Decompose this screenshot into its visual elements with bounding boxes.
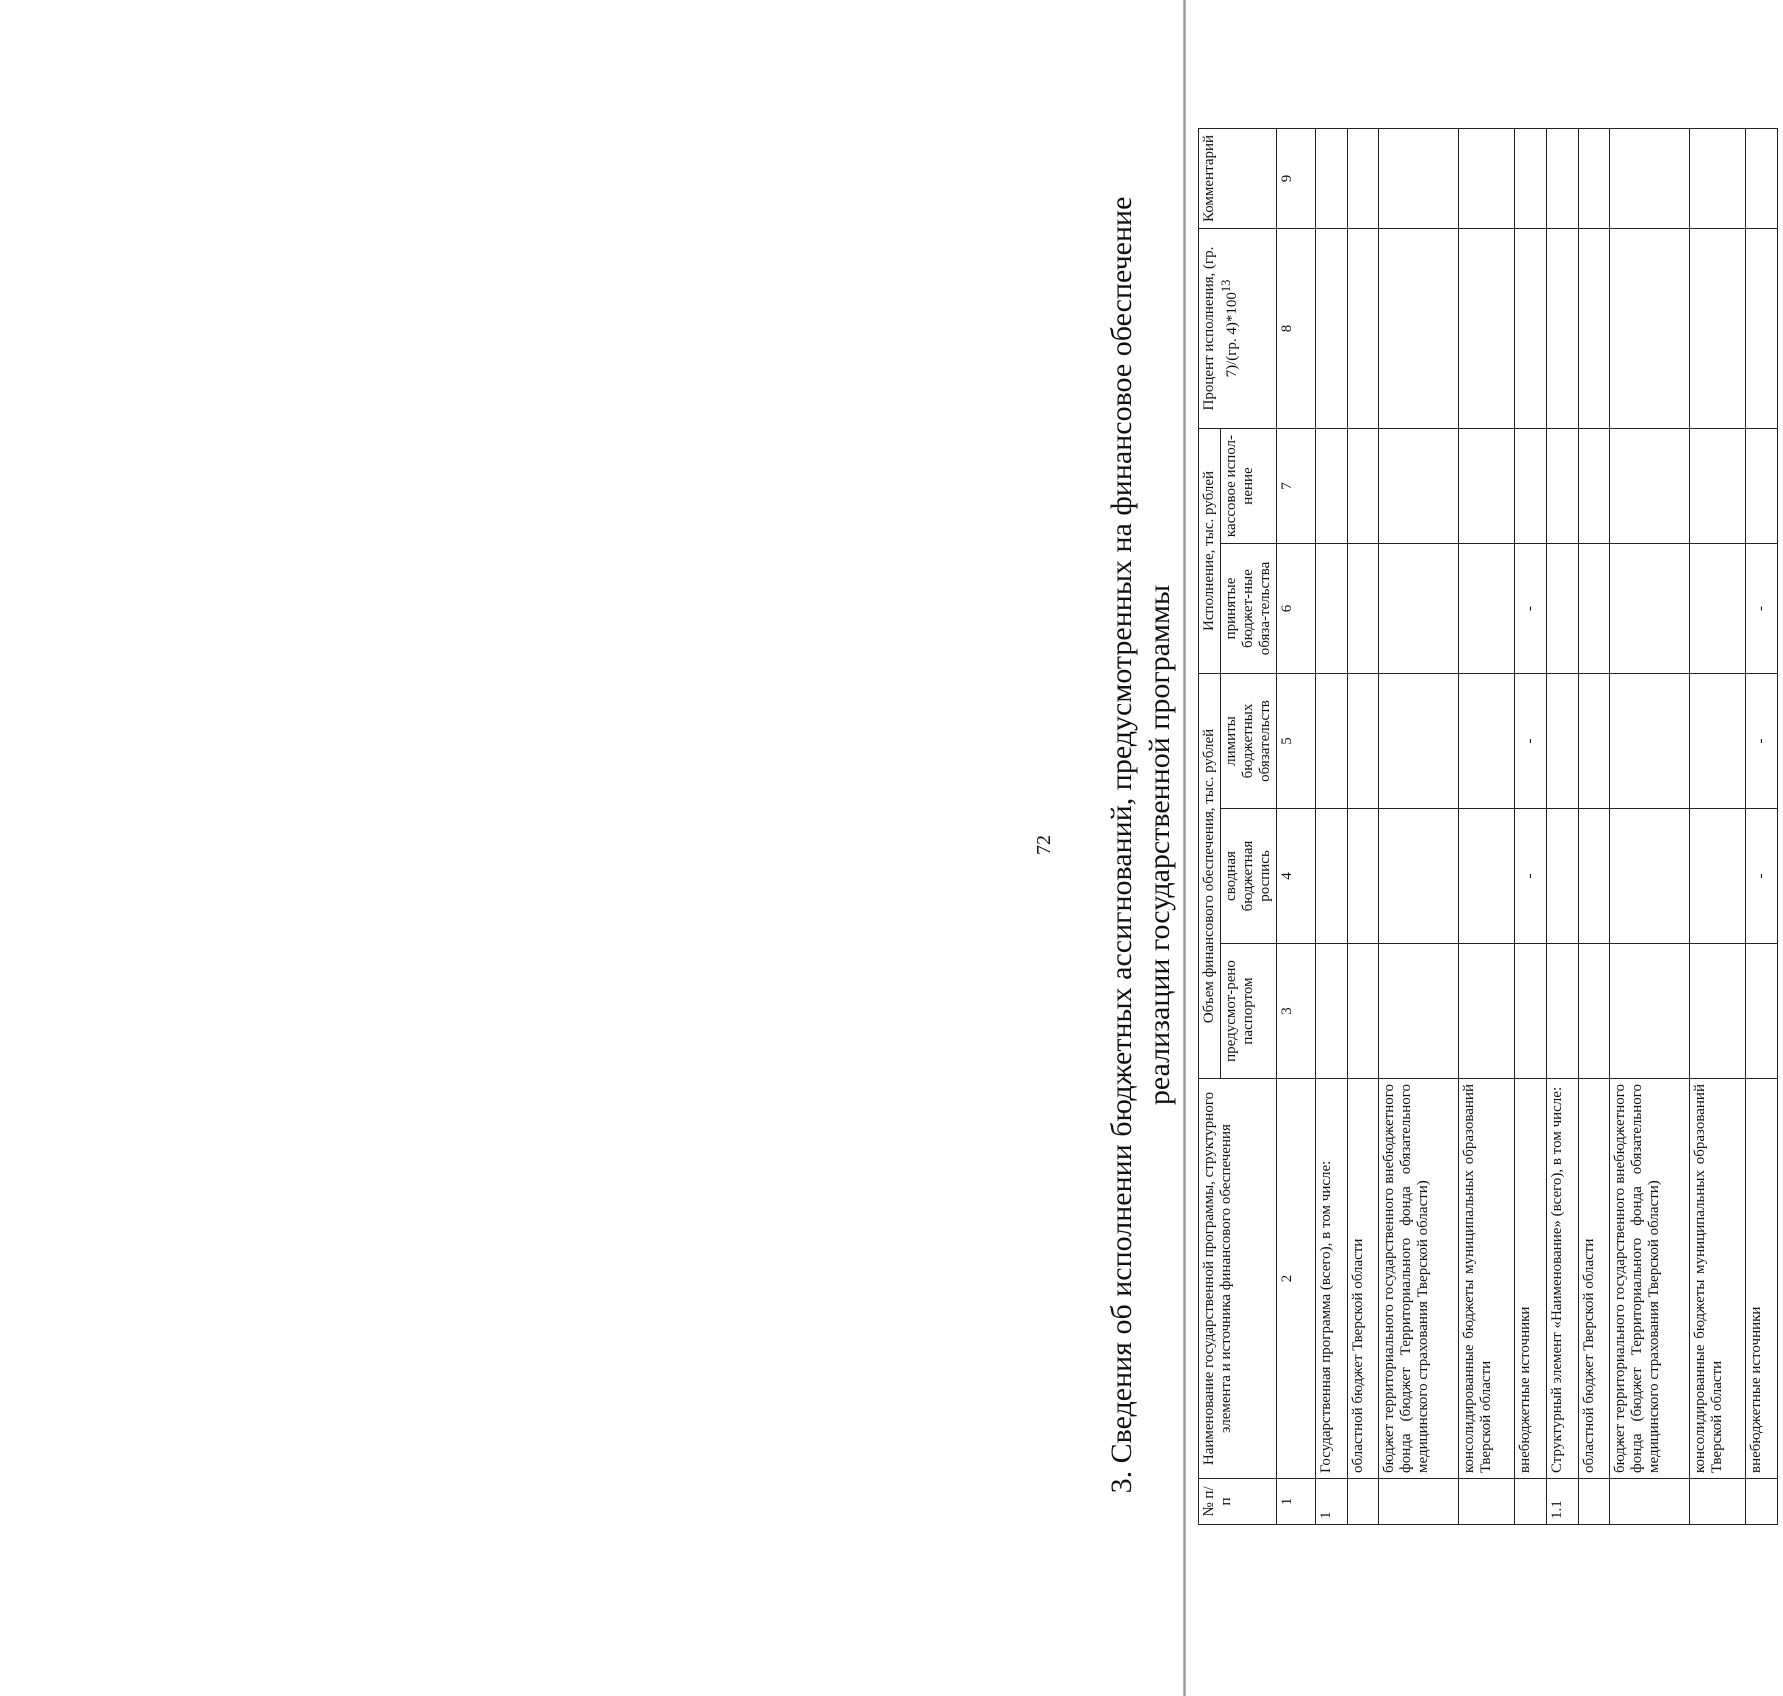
planned-passport-cell bbox=[1379, 944, 1459, 1079]
limits-cell bbox=[1379, 674, 1459, 809]
planned-passport-cell bbox=[1316, 944, 1348, 1079]
table-row bbox=[1746, 129, 1778, 1525]
row-number-cell: 1 bbox=[1316, 1479, 1348, 1525]
column-number-cell: 9 bbox=[1277, 129, 1316, 229]
limits-cell bbox=[1546, 674, 1578, 809]
table-body bbox=[1277, 129, 1778, 1525]
limits-cell bbox=[1459, 674, 1515, 809]
row-number-cell: 1.1 bbox=[1546, 1479, 1578, 1525]
accepted-obligations-cell bbox=[1459, 544, 1515, 674]
column-number-cell: 4 bbox=[1277, 809, 1316, 944]
accepted-obligations-cell: - bbox=[1746, 544, 1778, 674]
limits-cell bbox=[1316, 674, 1348, 809]
column-number-cell: 2 bbox=[1277, 1079, 1316, 1479]
column-number-cell: 3 bbox=[1277, 944, 1316, 1079]
limits-cell bbox=[1578, 674, 1610, 809]
column-number-cell: 1 bbox=[1277, 1479, 1316, 1525]
planned-passport-cell bbox=[1746, 944, 1778, 1079]
table-row bbox=[1610, 129, 1690, 1525]
percent-cell bbox=[1690, 229, 1746, 429]
header-num: № п/п bbox=[1199, 1479, 1277, 1525]
row-name-cell: Структурный элемент «Наименование» (всего), в том числе: bbox=[1546, 1079, 1578, 1479]
table-row bbox=[1316, 129, 1348, 1525]
accepted-obligations-cell: - bbox=[1515, 544, 1547, 674]
row-name-cell: бюджет территориального государственного внебюджетного фонда (бюджет Территориального фонда обязательного медицинского страхования Тверской области) bbox=[1379, 1079, 1459, 1479]
percent-cell bbox=[1515, 229, 1547, 429]
cash-execution-cell bbox=[1690, 429, 1746, 544]
limits-cell bbox=[1690, 674, 1746, 809]
row-name-cell: консолидированные бюджеты муниципальных образований Тверской области bbox=[1459, 1079, 1515, 1479]
page-number: 72 bbox=[1033, 835, 1055, 855]
comment-cell bbox=[1690, 129, 1746, 229]
accepted-obligations-cell bbox=[1610, 544, 1690, 674]
limits-cell: - bbox=[1746, 674, 1778, 809]
comment-cell bbox=[1746, 129, 1778, 229]
header-planned-passport: предусмот-рено паспортом bbox=[1221, 944, 1277, 1079]
cash-execution-cell bbox=[1515, 429, 1547, 544]
accepted-obligations-cell bbox=[1379, 544, 1459, 674]
row-name-cell: консолидированные бюджеты муниципальных образований Тверской области bbox=[1690, 1079, 1746, 1479]
cash-execution-cell bbox=[1459, 429, 1515, 544]
budget-list-cell bbox=[1316, 809, 1348, 944]
cash-execution-cell bbox=[1546, 429, 1578, 544]
table-row bbox=[1546, 129, 1578, 1525]
cash-execution-cell bbox=[1578, 429, 1610, 544]
header-limits: лимиты бюджетных обязательств bbox=[1221, 674, 1277, 809]
percent-cell bbox=[1746, 229, 1778, 429]
row-number-cell bbox=[1459, 1479, 1515, 1525]
accepted-obligations-cell bbox=[1690, 544, 1746, 674]
table-row bbox=[1578, 129, 1610, 1525]
planned-passport-cell bbox=[1515, 944, 1547, 1079]
budget-list-cell: - bbox=[1515, 809, 1547, 944]
header-volume-group: Объем финансового обеспечения, тыс. рублей bbox=[1199, 674, 1221, 1079]
limits-cell bbox=[1610, 674, 1690, 809]
header-row-top bbox=[1199, 129, 1221, 1525]
financial-execution-table bbox=[1198, 128, 1778, 1525]
header-comment: Комментарий bbox=[1199, 129, 1277, 229]
row-number-cell bbox=[1746, 1479, 1778, 1525]
planned-passport-cell bbox=[1347, 944, 1379, 1079]
budget-list-cell bbox=[1690, 809, 1746, 944]
header-execution-group: Исполнение, тыс. рублей bbox=[1199, 429, 1221, 674]
accepted-obligations-cell bbox=[1347, 544, 1379, 674]
comment-cell bbox=[1316, 129, 1348, 229]
row-name-cell: областной бюджет Тверской области bbox=[1578, 1079, 1610, 1479]
table-row bbox=[1347, 129, 1379, 1525]
comment-cell bbox=[1515, 129, 1547, 229]
header-accepted: принятые бюджет-ные обяза-тельства bbox=[1221, 544, 1277, 674]
row-name-cell: бюджет территориального государственного внебюджетного фонда (бюджет Территориального фонда обязательного медицинского страхования Тверской области) bbox=[1610, 1079, 1690, 1479]
percent-cell bbox=[1347, 229, 1379, 429]
percent-cell bbox=[1459, 229, 1515, 429]
table-row bbox=[1379, 129, 1459, 1525]
planned-passport-cell bbox=[1459, 944, 1515, 1079]
percent-cell bbox=[1379, 229, 1459, 429]
percent-cell bbox=[1316, 229, 1348, 429]
budget-list-cell bbox=[1578, 809, 1610, 944]
row-name-cell: внебюджетные источники bbox=[1515, 1079, 1547, 1479]
limits-cell: - bbox=[1515, 674, 1547, 809]
cash-execution-cell bbox=[1316, 429, 1348, 544]
comment-cell bbox=[1459, 129, 1515, 229]
header-cash: кассовое испол-нение bbox=[1221, 429, 1277, 544]
row-name-cell: внебюджетные источники bbox=[1746, 1079, 1778, 1479]
cash-execution-cell bbox=[1746, 429, 1778, 544]
cash-execution-cell bbox=[1379, 429, 1459, 544]
header-percent-text: Процент исполнения, (гр. 7)/(гр. 4)*100 bbox=[1201, 246, 1240, 411]
budget-list-cell bbox=[1610, 809, 1690, 944]
comment-cell bbox=[1347, 129, 1379, 229]
table-row bbox=[1690, 129, 1746, 1525]
row-number-cell bbox=[1515, 1479, 1547, 1525]
comment-cell bbox=[1379, 129, 1459, 229]
header-percent bbox=[1199, 229, 1277, 429]
row-name-cell: областной бюджет Тверской области bbox=[1347, 1079, 1379, 1479]
row-number-cell bbox=[1347, 1479, 1379, 1525]
comment-cell bbox=[1578, 129, 1610, 229]
planned-passport-cell bbox=[1578, 944, 1610, 1079]
document-title: 3. Сведения об исполнении бюджетных ассигнований, предусмотренных на финансовое обеспечение реализации государственной программы bbox=[1105, 196, 1176, 1494]
column-number-cell: 5 bbox=[1277, 674, 1316, 809]
planned-passport-cell bbox=[1690, 944, 1746, 1079]
column-number-cell: 8 bbox=[1277, 229, 1316, 429]
column-number-cell: 7 bbox=[1277, 429, 1316, 544]
planned-passport-cell bbox=[1546, 944, 1578, 1079]
column-number-row bbox=[1277, 129, 1316, 1525]
budget-list-cell bbox=[1347, 809, 1379, 944]
accepted-obligations-cell bbox=[1578, 544, 1610, 674]
header-name: Наименование государственной программы, структурного элемента и источника финансового обеспечения bbox=[1199, 1079, 1277, 1479]
limits-cell bbox=[1347, 674, 1379, 809]
comment-cell bbox=[1610, 129, 1690, 229]
header-budget-list: сводная бюджетная роспись bbox=[1221, 809, 1277, 944]
budget-list-cell bbox=[1459, 809, 1515, 944]
budget-list-cell bbox=[1546, 809, 1578, 944]
header-percent-footnote: 13 bbox=[1219, 279, 1233, 293]
percent-cell bbox=[1610, 229, 1690, 429]
accepted-obligations-cell bbox=[1546, 544, 1578, 674]
table-row bbox=[1459, 129, 1515, 1525]
row-number-cell bbox=[1610, 1479, 1690, 1525]
budget-list-cell bbox=[1379, 809, 1459, 944]
accepted-obligations-cell bbox=[1316, 544, 1348, 674]
rotated-landscape-page bbox=[1013, 80, 1783, 1610]
cash-execution-cell bbox=[1610, 429, 1690, 544]
row-number-cell bbox=[1578, 1479, 1610, 1525]
percent-cell bbox=[1546, 229, 1578, 429]
budget-list-cell: - bbox=[1746, 809, 1778, 944]
row-number-cell bbox=[1379, 1479, 1459, 1525]
row-name-cell: Государственная программа (всего), в том числе: bbox=[1316, 1079, 1348, 1479]
comment-cell bbox=[1546, 129, 1578, 229]
row-number-cell bbox=[1690, 1479, 1746, 1525]
column-number-cell: 6 bbox=[1277, 544, 1316, 674]
table-row bbox=[1515, 129, 1547, 1525]
planned-passport-cell bbox=[1610, 944, 1690, 1079]
cash-execution-cell bbox=[1347, 429, 1379, 544]
percent-cell bbox=[1578, 229, 1610, 429]
